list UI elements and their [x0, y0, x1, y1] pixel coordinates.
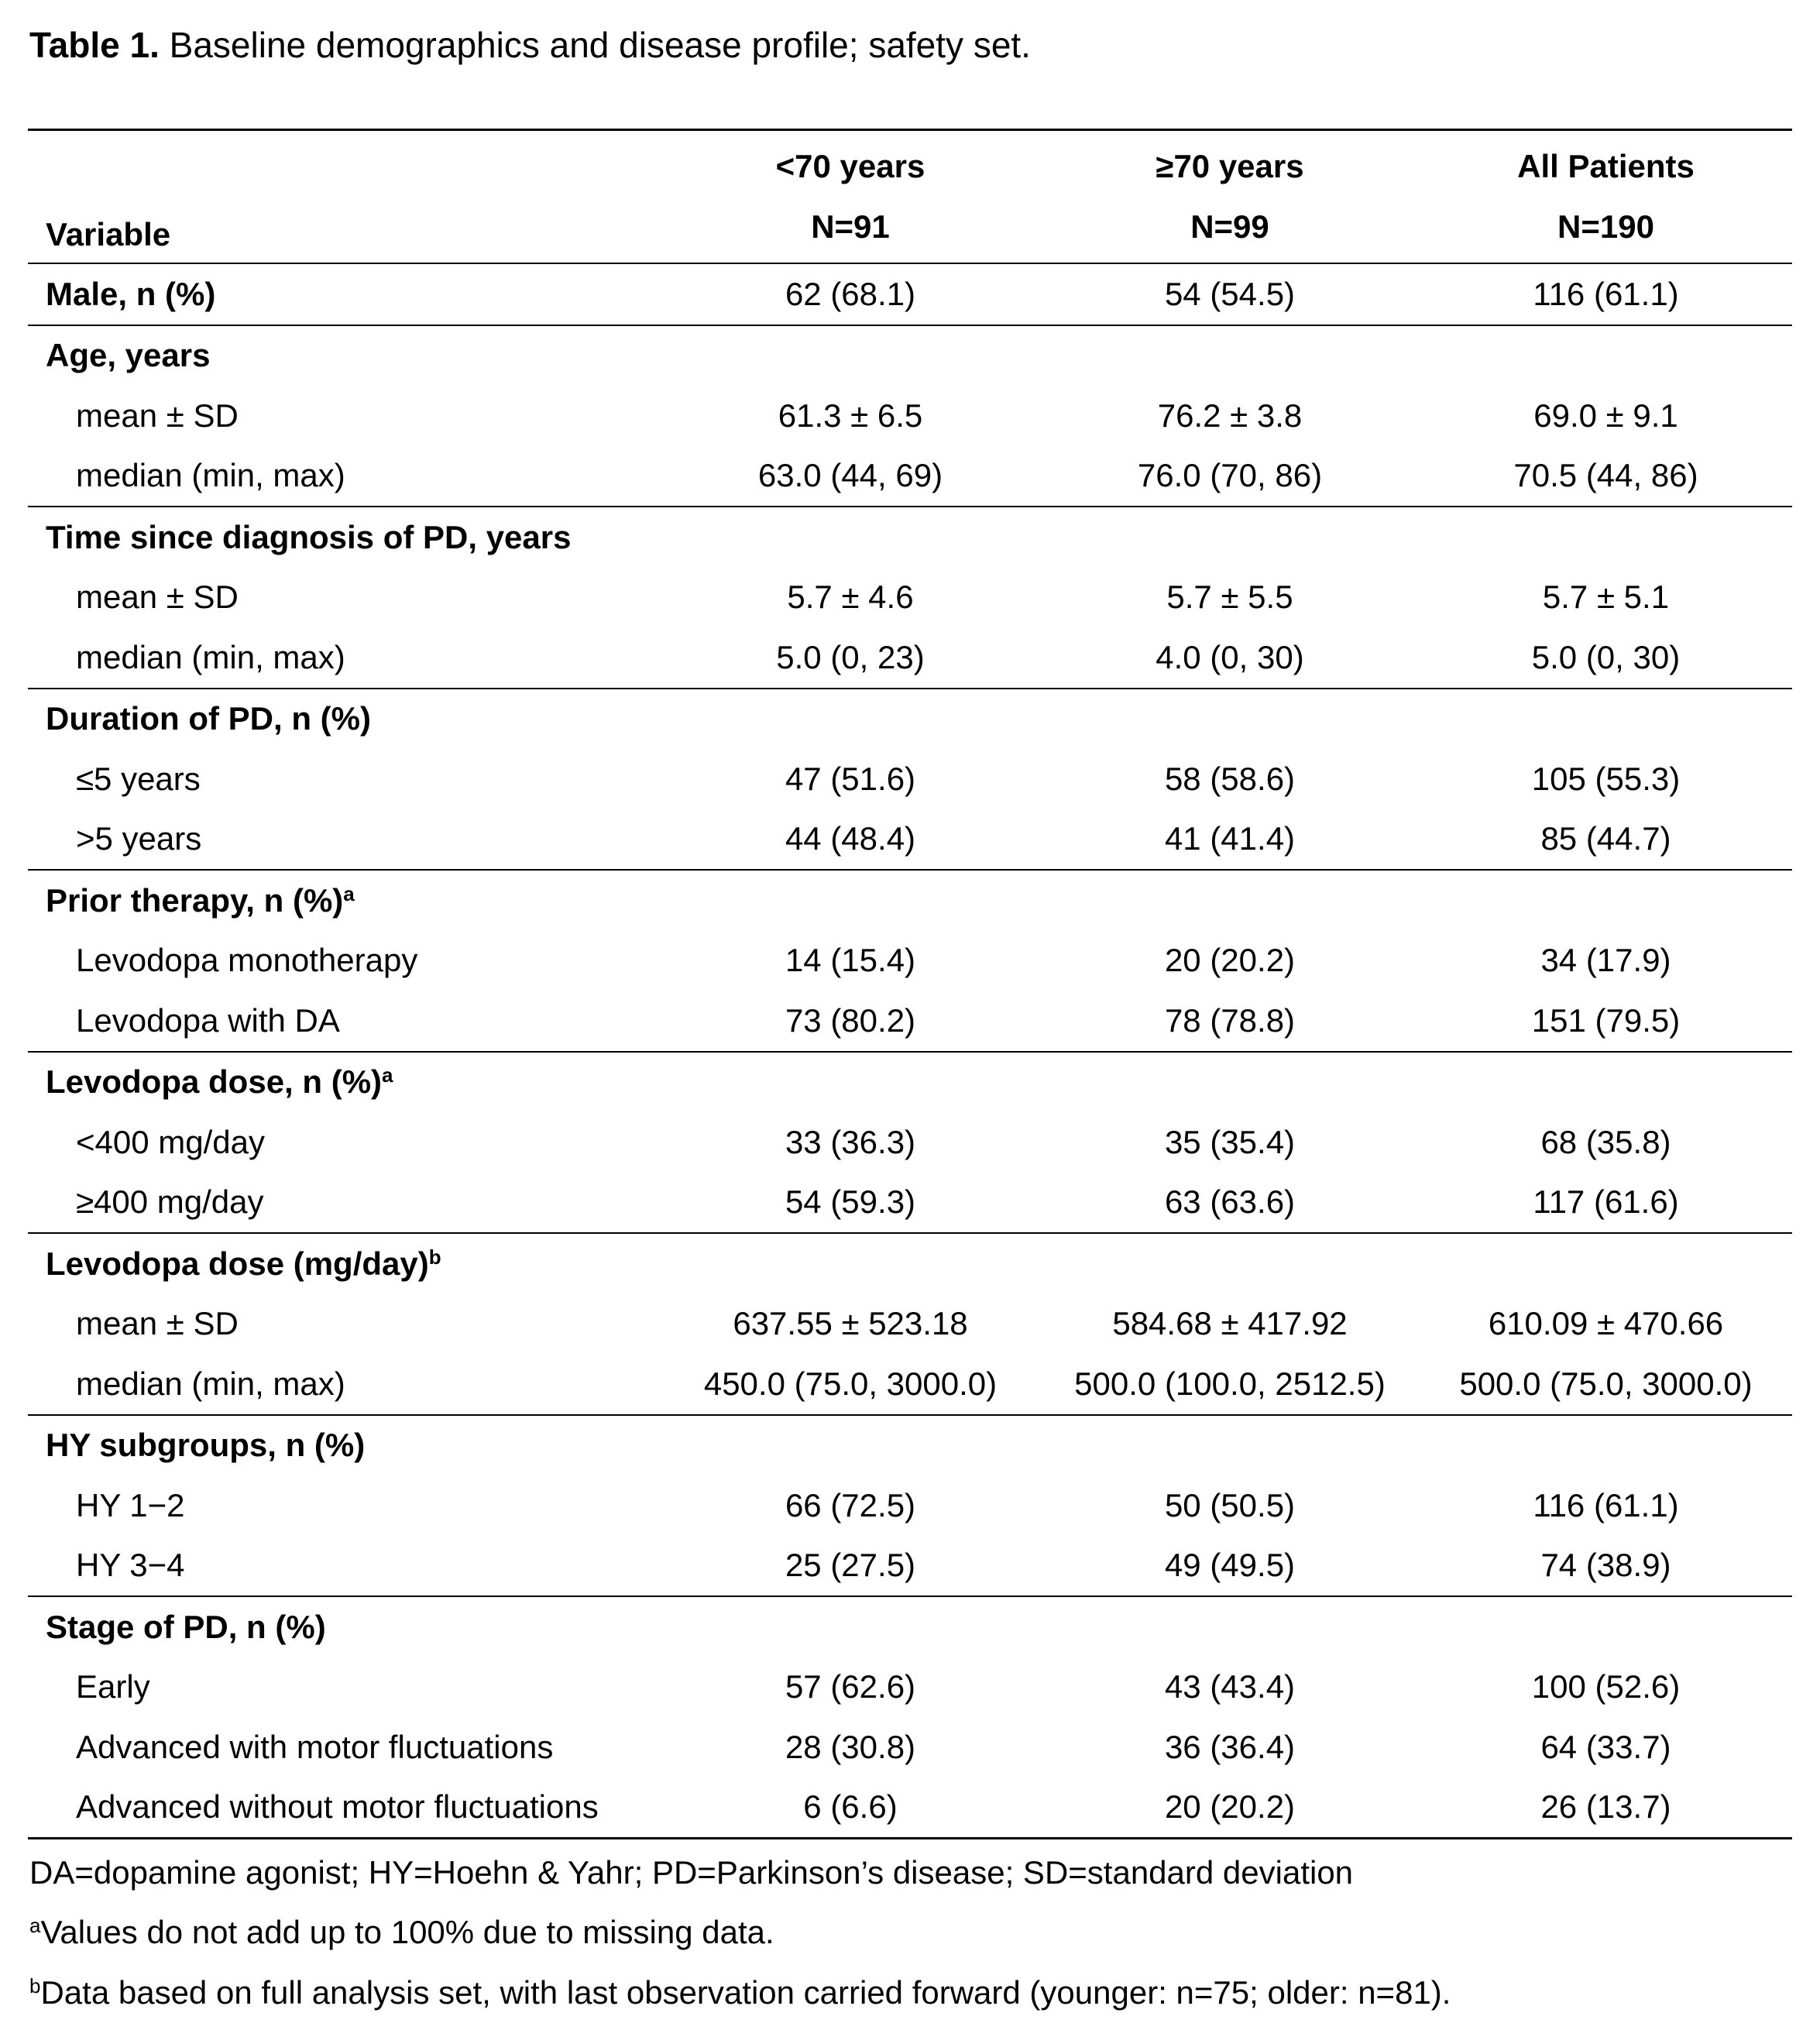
section-title: Age, years [46, 337, 211, 374]
row-label: mean ± SD [76, 579, 239, 616]
value-cell [661, 1415, 1040, 1476]
value-cell: 100 (52.6) [1531, 1668, 1681, 1705]
value-cell: 116 (61.1) [1533, 1486, 1679, 1523]
value-cell: 26 (13.7) [1420, 1778, 1792, 1839]
header-column-n: N=91 [811, 208, 890, 245]
value-cell: 117 (61.6) [1533, 1183, 1679, 1221]
section-title-cell [28, 1415, 661, 1476]
value-cell: 151 (79.5) [1531, 1001, 1681, 1039]
value-cell: 50 (50.5) [1164, 1486, 1296, 1523]
value-cell: 69.0 ± 9.1 [1533, 397, 1678, 434]
row-label: mean ± SD [76, 397, 239, 434]
header-column-n: N=190 [1557, 208, 1654, 245]
value-cell: 105 (55.3) [1531, 760, 1681, 797]
value-cell: 5.0 (0, 23) [776, 638, 925, 675]
section-title: Levodopa dose (mg/day) [46, 1245, 429, 1282]
section-title: Levodopa dose, n (%) [46, 1063, 383, 1101]
row-label: >5 years [76, 820, 202, 857]
footnote-text: Values do not add up to 100% due to missing data. [40, 1914, 774, 1950]
value-cell: 25 (27.5) [785, 1547, 916, 1584]
footnote-marker: a [343, 881, 355, 905]
data-row [28, 1717, 1792, 1778]
value-cell: 28 (30.8) [785, 1728, 916, 1765]
demographics-table [28, 129, 1792, 1839]
value-cell: 41 (41.4) [1164, 820, 1296, 857]
value-cell [1420, 1052, 1792, 1113]
row-label: Early [76, 1668, 150, 1705]
value-cell: 20 (20.2) [1164, 942, 1296, 979]
header-column-n: N=99 [1190, 208, 1269, 245]
value-cell: 47 (51.6) [785, 760, 916, 797]
row-label: Levodopa monotherapy [76, 942, 418, 979]
section-title-cell [28, 1596, 661, 1657]
value-cell: 44 (48.4) [785, 820, 916, 857]
row-label: ≤5 years [76, 760, 201, 797]
value-cell: 54 (59.3) [785, 1183, 916, 1221]
value-cell: 78 (78.8) [1164, 1001, 1296, 1039]
header-column-name: All Patients [1517, 148, 1695, 184]
data-row [28, 1536, 1792, 1597]
section-row [28, 1596, 1792, 1657]
data-row [28, 1173, 1792, 1234]
section-title: Time since diagnosis of PD, years [46, 518, 572, 555]
section-row [28, 263, 1792, 325]
row-label: Advanced without motor fluctuations [28, 1778, 661, 1839]
section-title: HY subgroups, n (%) [46, 1427, 366, 1464]
header-variable: Variable [28, 130, 661, 264]
value-cell: 14 (15.4) [785, 942, 916, 979]
value-cell [661, 1233, 1040, 1294]
section-row [28, 1233, 1792, 1294]
row-label: ≥400 mg/day [76, 1183, 264, 1221]
value-cell: 76.0 (70, 86) [1137, 457, 1323, 494]
value-cell [1040, 1596, 1420, 1657]
value-cell: 584.68 ± 417.92 [1112, 1305, 1348, 1342]
row-label: median (min, max) [76, 1365, 345, 1402]
header-column-name: <70 years [775, 148, 925, 184]
value-cell: 34 (17.9) [1540, 942, 1671, 979]
value-cell: 85 (44.7) [1540, 820, 1671, 857]
header-column-all [1420, 130, 1792, 264]
value-cell [661, 325, 1040, 386]
value-cell: 68 (35.8) [1540, 1123, 1671, 1160]
row-label: median (min, max) [76, 457, 345, 494]
footnote-text: Data based on full analysis set, with last observation carried forward (younger: n=75; older: n=81). [40, 1974, 1451, 2011]
section-title: Male, n (%) [46, 275, 216, 312]
value-cell [1420, 870, 1792, 931]
value-cell [1420, 507, 1792, 568]
data-row [28, 1778, 1792, 1839]
value-cell: 36 (36.4) [1164, 1728, 1296, 1765]
data-row [28, 809, 1792, 871]
value-cell [661, 689, 1040, 750]
value-cell: 57 (62.6) [785, 1668, 916, 1705]
header-column-under-70 [661, 130, 1040, 264]
section-title: Stage of PD, n (%) [46, 1608, 326, 1645]
section-row [28, 870, 1792, 931]
data-row [28, 568, 1792, 628]
section-title-cell [28, 1052, 661, 1113]
section-title: Duration of PD, n (%) [46, 700, 371, 737]
value-cell [661, 1596, 1040, 1657]
row-label: Levodopa with DA [76, 1001, 340, 1039]
data-row [28, 1294, 1792, 1355]
value-cell [1040, 325, 1420, 386]
data-row [28, 749, 1792, 809]
value-cell [1420, 1415, 1792, 1476]
footnote-marker: a [29, 1914, 41, 1937]
value-cell [1040, 1052, 1420, 1113]
header-column-name: ≥70 years [1156, 148, 1304, 184]
value-cell [1040, 1233, 1420, 1294]
value-cell: 63.0 (44, 69) [757, 457, 943, 494]
value-cell: 116 (61.1) [1420, 263, 1792, 325]
data-row [28, 931, 1792, 991]
value-cell: 64 (33.7) [1540, 1728, 1671, 1765]
section-row [28, 325, 1792, 386]
caption-label: Table 1. [29, 25, 160, 65]
table-caption [29, 23, 1031, 67]
value-cell: 63 (63.6) [1164, 1183, 1296, 1221]
value-cell: 500.0 (100.0, 2512.5) [1074, 1365, 1386, 1402]
value-cell [1040, 1415, 1420, 1476]
data-row [28, 1475, 1792, 1536]
value-cell: 5.7 ± 4.6 [787, 579, 914, 616]
value-cell: 74 (38.9) [1540, 1547, 1671, 1584]
header-column-70-plus [1040, 130, 1420, 264]
value-cell: 66 (72.5) [785, 1486, 916, 1523]
value-cell: 5.7 ± 5.1 [1542, 579, 1670, 616]
section-title-cell [28, 1233, 661, 1294]
value-cell: 5.7 ± 5.5 [1166, 579, 1293, 616]
value-cell: 637.55 ± 523.18 [733, 1305, 968, 1342]
section-title-cell [28, 870, 661, 931]
value-cell: 450.0 (75.0, 3000.0) [703, 1365, 998, 1402]
caption-text: Baseline demographics and disease profile; safety set. [159, 25, 1031, 65]
footnote [29, 1973, 1451, 2012]
value-cell: 35 (35.4) [1164, 1123, 1296, 1160]
row-label: mean ± SD [76, 1305, 239, 1342]
value-cell: 58 (58.6) [1164, 760, 1296, 797]
section-row [28, 1415, 1792, 1476]
data-row [28, 627, 1792, 689]
value-cell: 4.0 (0, 30) [1156, 638, 1304, 675]
row-label: <400 mg/day [76, 1123, 266, 1160]
value-cell [1040, 870, 1420, 931]
section-row [28, 507, 1792, 568]
data-row [28, 446, 1792, 507]
data-row [28, 1657, 1792, 1718]
section-row [28, 689, 1792, 750]
value-cell [661, 507, 1040, 568]
row-label: median (min, max) [76, 638, 345, 675]
value-cell: 49 (49.5) [1164, 1547, 1296, 1584]
section-title-cell [28, 507, 661, 568]
row-label: HY 3−4 [76, 1547, 185, 1584]
value-cell [661, 1052, 1040, 1113]
data-row [28, 991, 1792, 1052]
row-label: Advanced with motor fluctuations [76, 1728, 554, 1765]
value-cell [1420, 325, 1792, 386]
footnote-text: DA=dopamine agonist; HY=Hoehn & Yahr; PD=Parkinson’s disease; SD=standard deviation [29, 1854, 1354, 1891]
data-row [28, 1354, 1792, 1415]
value-cell [1420, 689, 1792, 750]
value-cell [1040, 689, 1420, 750]
section-title-cell [28, 325, 661, 386]
section-row [28, 1052, 1792, 1113]
footnote-marker: a [382, 1063, 393, 1087]
value-cell: 6 (6.6) [661, 1778, 1040, 1839]
row-label: HY 1−2 [76, 1486, 185, 1523]
value-cell [1420, 1233, 1792, 1294]
data-row [28, 386, 1792, 446]
value-cell: 73 (80.2) [785, 1001, 916, 1039]
value-cell: 43 (43.4) [1164, 1668, 1296, 1705]
value-cell [1040, 507, 1420, 568]
value-cell: 54 (54.5) [1040, 263, 1420, 325]
value-cell: 62 (68.1) [661, 263, 1040, 325]
value-cell [661, 870, 1040, 931]
section-title-cell [28, 689, 661, 750]
value-cell [1420, 1596, 1792, 1657]
section-title-cell [28, 263, 661, 325]
footnote [29, 1853, 1353, 1892]
table-header-row [28, 130, 1792, 264]
value-cell: 76.2 ± 3.8 [1157, 397, 1303, 434]
value-cell: 610.09 ± 470.66 [1488, 1305, 1724, 1342]
value-cell: 70.5 (44, 86) [1513, 457, 1698, 494]
value-cell: 61.3 ± 6.5 [778, 397, 923, 434]
footnote-marker: b [428, 1245, 441, 1269]
value-cell: 20 (20.2) [1040, 1778, 1420, 1839]
value-cell: 33 (36.3) [785, 1123, 916, 1160]
footnote-marker: b [29, 1974, 41, 1997]
value-cell: 500.0 (75.0, 3000.0) [1459, 1365, 1753, 1402]
footnote [29, 1913, 774, 1952]
section-title: Prior therapy, n (%) [46, 881, 344, 919]
data-row [28, 1112, 1792, 1173]
value-cell: 5.0 (0, 30) [1531, 638, 1681, 675]
